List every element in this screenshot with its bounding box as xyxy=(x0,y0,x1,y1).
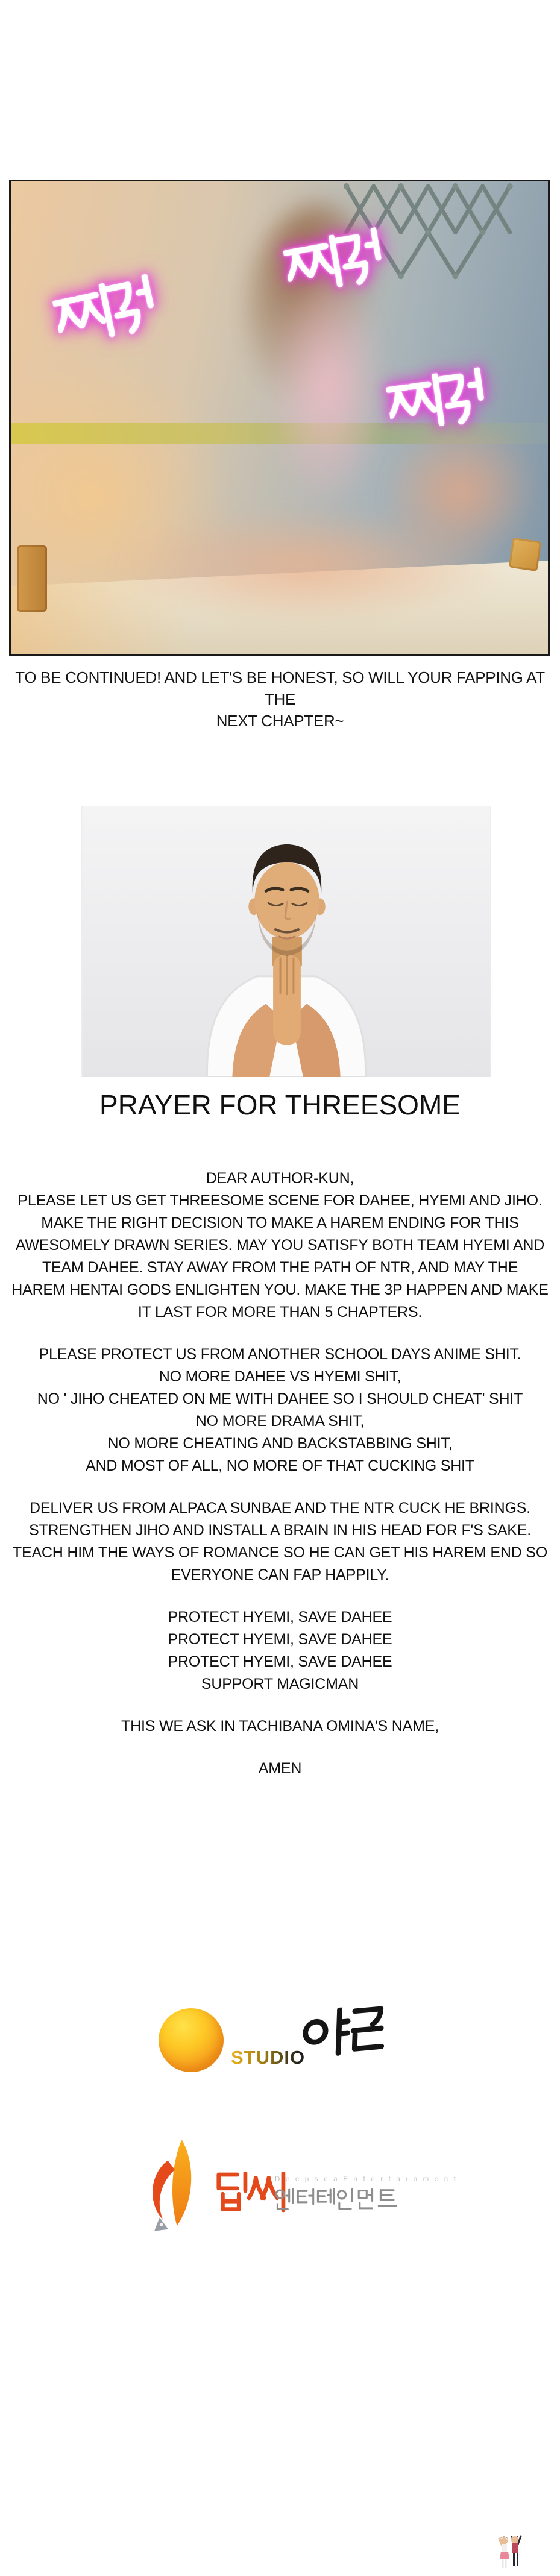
to-be-continued-note xyxy=(0,667,560,732)
prayer-line: MAKE THE RIGHT DECISION TO MAKE A HAREM ENDING FOR THIS xyxy=(41,1214,519,1231)
prayer-line: NO MORE DRAMA SHIT, xyxy=(195,1413,365,1430)
sfx-jjigeok-2 xyxy=(51,272,166,349)
prayer-line: IT LAST FOR MORE THAN 5 CHAPTERS. xyxy=(137,1304,423,1321)
prayer-line: NO MORE DAHEE VS HYEMI SHIT, xyxy=(159,1368,401,1385)
prayer-line: DELIVER US FROM ALPACA SUNBAE AND THE NTR CUCK HE BRINGS. xyxy=(30,1500,530,1516)
prayer-paragraph xyxy=(0,1343,560,1477)
prayer-line: THIS WE ASK IN TACHIBANA OMINA'S NAME, xyxy=(121,1718,439,1735)
studio-korean-handwriting xyxy=(301,2003,392,2059)
prayer-body xyxy=(0,1167,560,1800)
prayer-line: PROTECT HYEMI, SAVE DAHEE xyxy=(168,1631,392,1648)
prayer-paragraph xyxy=(0,1606,560,1695)
comic-panel xyxy=(9,180,550,656)
prayer-line: HAREM HENTAI GODS ENLIGHTEN YOU. MAKE THE 3P HAPPEN AND MAKE xyxy=(11,1281,549,1298)
prayer-paragraph xyxy=(0,1715,560,1738)
continued-line: NEXT CHAPTER~ xyxy=(216,712,344,730)
prayer-line: AND MOST OF ALL, NO MORE OF THAT CUCKING SHIT xyxy=(86,1457,474,1474)
figures-abstract-blob xyxy=(113,510,499,621)
prayer-line: TEACH HIM THE WAYS OF ROMANCE SO HE CAN GET HIS HAREM END SO xyxy=(12,1544,548,1561)
prayer-line: NO ' JIHO CHEATED ON ME WITH DAHEE SO I SHOULD CHEAT' SHIT xyxy=(37,1390,523,1407)
flame-pen-nib-icon xyxy=(137,2136,207,2243)
prayer-line: DEAR AUTHOR-KUN, xyxy=(206,1170,354,1187)
continued-line: TO BE CONTINUED! AND LET'S BE HONEST, SO WILL YOUR FAPPING AT THE xyxy=(15,668,545,708)
chibi-characters-icon xyxy=(497,2530,523,2571)
prayer-line: PROTECT HYEMI, SAVE DAHEE xyxy=(168,1609,392,1626)
prayer-line: NO MORE CHEATING AND BACKSTABBING SHIT, xyxy=(107,1435,453,1452)
deepsea-latin-name: D e e p s e a E n t e r t a i n m e n t xyxy=(275,2176,458,2183)
bed-headboard xyxy=(17,545,47,612)
prayer-line: EVERYONE CAN FAP HAPPILY. xyxy=(171,1566,389,1583)
deepsea-korean-sub xyxy=(274,2188,400,2212)
prayer-line: AMEN xyxy=(258,1760,302,1777)
prayer-line: AWESOMELY DRAWN SERIES. MAY YOU SATISFY BOTH TEAM HYEMI AND xyxy=(15,1237,545,1254)
prayer-line: SUPPORT MAGICMAN xyxy=(201,1676,359,1692)
prayer-line: STRENGTHEN JIHO AND INSTALL A BRAIN IN HIS HEAD FOR F'S SAKE. xyxy=(28,1522,531,1539)
praying-man-illustration xyxy=(81,806,491,1077)
prayer-line: PROTECT HYEMI, SAVE DAHEE xyxy=(168,1653,392,1670)
studio-word: STUDIO xyxy=(231,2047,306,2068)
prayer-title: PRAYER FOR THREESOME xyxy=(99,1089,461,1120)
nightstand xyxy=(509,538,541,571)
figures-abstract-blob xyxy=(270,266,385,507)
prayer-line: TEAM DAHEE. STAY AWAY FROM THE PATH OF NTR, AND MAY THE xyxy=(42,1259,518,1276)
full-moon-icon xyxy=(159,2008,224,2072)
prayer-paragraph xyxy=(0,1758,560,1780)
prayer-line: PLEASE PROTECT US FROM ANOTHER SCHOOL DAYS ANIME SHIT. xyxy=(39,1346,521,1363)
praying-man-photo xyxy=(81,806,491,1077)
prayer-paragraph xyxy=(0,1167,560,1324)
prayer-paragraph xyxy=(0,1497,560,1586)
prayer-line: PLEASE LET US GET THREESOME SCENE FOR DAHEE, HYEMI AND JIHO. xyxy=(17,1192,543,1209)
